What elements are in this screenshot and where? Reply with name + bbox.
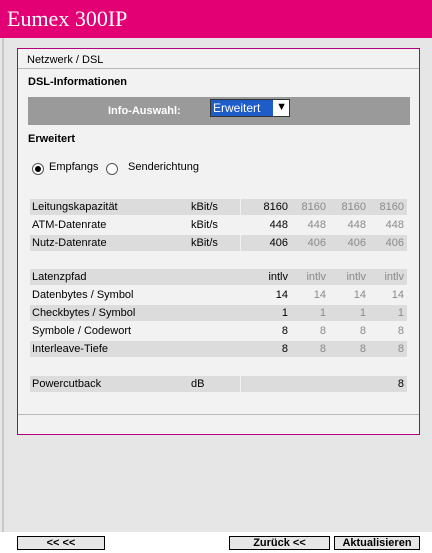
row-value: 406 — [369, 235, 407, 251]
row-value: 8160 — [369, 199, 407, 215]
row-value: 1 — [291, 305, 329, 321]
radio-receive-label: Empfangs — [49, 161, 99, 173]
row-value: 406 — [291, 235, 329, 251]
info-selection-bar — [28, 97, 410, 125]
subsection-title: Erweitert — [28, 133, 76, 145]
row-value: 8 — [359, 325, 366, 337]
row-value: 8160 — [329, 199, 369, 215]
table-row — [28, 323, 410, 341]
divider — [18, 68, 419, 69]
table-row — [28, 376, 410, 394]
row-value: 14 — [313, 289, 326, 301]
row-value: 8 — [281, 325, 288, 337]
table-row — [28, 269, 410, 287]
zurueck-button[interactable]: Zurück << — [229, 536, 330, 550]
row-value: 14 — [353, 289, 366, 301]
info-selection-value: Erweitert — [211, 100, 273, 116]
row-value: 8 — [329, 341, 369, 357]
chevron-down-icon[interactable]: ▼ — [276, 101, 287, 113]
dsl-panel — [17, 48, 420, 435]
info-selection-label: Info-Auswahl: — [108, 105, 181, 117]
row-value: 8160 — [291, 199, 329, 215]
row-value: 14 — [275, 289, 288, 301]
row-value: 1 — [241, 305, 291, 321]
row-value: 8160 — [241, 199, 291, 215]
back-button[interactable]: << << — [17, 536, 105, 550]
latency-table — [28, 269, 410, 359]
row-value: 406 — [241, 235, 291, 251]
row-value: intlv — [241, 269, 291, 285]
row-value: 448 — [307, 219, 326, 231]
row-label: Checkbytes / Symbol — [30, 305, 241, 321]
row-value: 8 — [319, 325, 326, 337]
row-value: 448 — [347, 219, 366, 231]
row-unit: dB — [188, 376, 240, 392]
rate-table — [28, 199, 410, 253]
row-value: 8 — [241, 341, 291, 357]
aktualisieren-button[interactable]: Aktualisieren — [334, 536, 420, 550]
row-label: Latenzpfad — [30, 269, 241, 285]
row-value: intlv — [291, 269, 329, 285]
left-divider — [2, 38, 4, 532]
row-value: 14 — [391, 289, 404, 301]
section-title: DSL-Informationen — [28, 76, 127, 88]
radio-receive[interactable] — [32, 163, 44, 175]
row-value: 8 — [241, 376, 407, 392]
row-value: intlv — [369, 269, 407, 285]
app-title: Eumex 300IP — [7, 6, 128, 31]
row-value: 8 — [397, 325, 404, 337]
row-label: Datenbytes / Symbol — [32, 289, 134, 301]
row-unit: kBit/s — [188, 235, 240, 251]
table-row — [28, 199, 410, 217]
row-value: 8 — [291, 341, 329, 357]
table-row — [28, 235, 410, 253]
row-value: 448 — [269, 219, 288, 231]
powercutback-table — [28, 376, 410, 394]
row-label: Interleave-Tiefe — [30, 341, 241, 357]
table-row — [28, 217, 410, 235]
row-label: Leitungskapazität — [30, 199, 188, 215]
header-bar — [0, 0, 432, 38]
row-value: 8 — [369, 341, 407, 357]
row-value: 1 — [329, 305, 369, 321]
row-value: 406 — [329, 235, 369, 251]
breadcrumb: Netzwerk / DSL — [27, 54, 104, 66]
radio-send[interactable] — [106, 163, 118, 175]
row-label: Powercutback — [30, 376, 188, 392]
row-value: intlv — [329, 269, 369, 285]
row-label: ATM-Datenrate — [32, 219, 107, 231]
divider — [18, 414, 419, 415]
row-label: Nutz-Datenrate — [30, 235, 188, 251]
row-value: 1 — [369, 305, 407, 321]
table-row — [28, 287, 410, 305]
row-unit: kBit/s — [191, 219, 218, 231]
table-row — [28, 305, 410, 323]
row-value: 448 — [385, 219, 404, 231]
row-unit: kBit/s — [188, 199, 240, 215]
info-selection-dropdown[interactable] — [210, 99, 290, 117]
radio-send-label: Senderichtung — [128, 161, 199, 173]
row-label: Symbole / Codewort — [32, 325, 132, 337]
table-row — [28, 341, 410, 359]
